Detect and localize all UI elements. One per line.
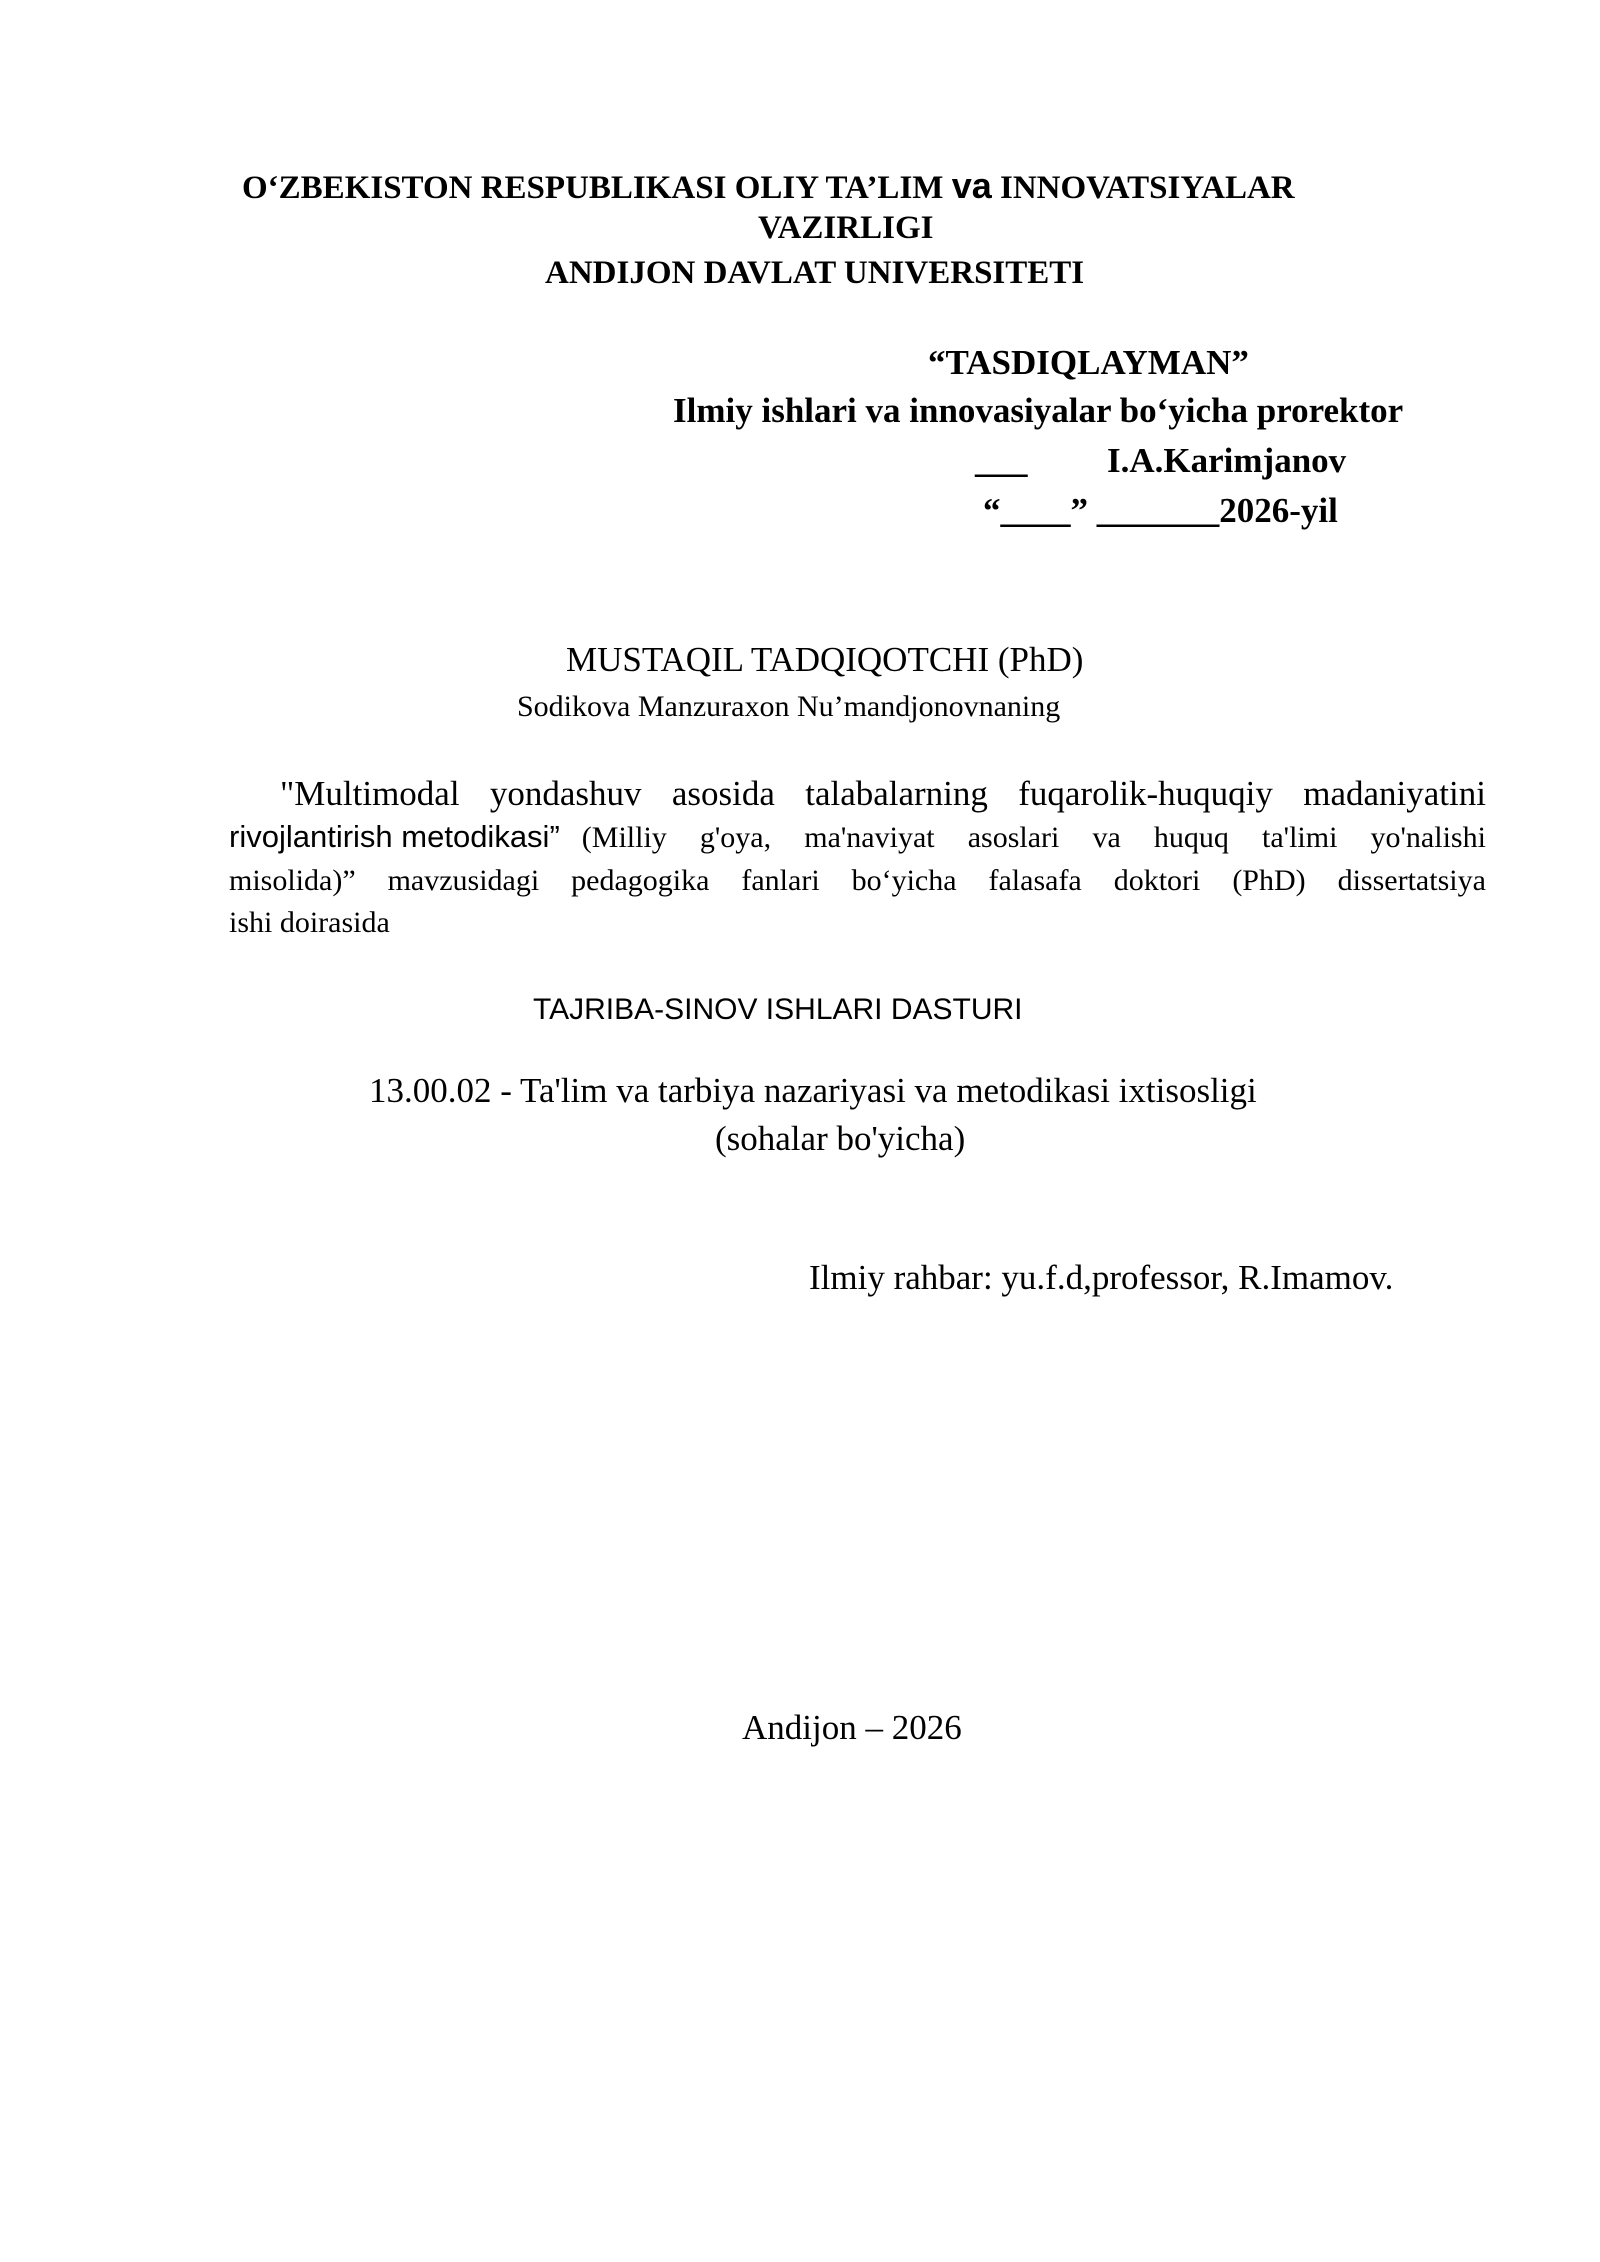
ministry-title-part2: INNOVATSIYALAR [991,170,1295,206]
topic-line3 [229,866,1486,896]
topic-line2-a: rivojlantirish metodikasi” [229,819,560,854]
topic-line3-word: bo‘yicha [851,864,957,897]
topic-line3-word: doktori [1113,864,1201,897]
topic-line1-word: asosida [671,774,775,813]
date-year: 2026-yil [1219,491,1338,530]
topic-line2-word: yo'nalishi [1370,821,1486,854]
approval-signature-line [975,443,1346,478]
approval-date-line [983,493,1338,528]
topic-line2-word: ma'naviyat [804,821,935,854]
place-year: Andijon – 2026 [742,1708,962,1747]
topic-line1-word: talabalarning [805,774,988,813]
topic-line2 [229,821,1486,853]
topic-line3-word: misolida)” [229,864,356,897]
researcher-name: Sodikova Manzuraxon Nu’mandjonovnaning [517,690,1061,723]
date-day-blank: ____ [1000,491,1071,530]
topic-line2-word: (Milliy [581,821,667,854]
topic-line2-word: va [1092,821,1121,854]
specialty-line1: 13.00.02 - Ta'lim va tarbiya nazariyasi va metodikasi ixtisosligi [369,1071,1257,1110]
topic-line1-word: madaniyatini [1303,774,1486,813]
topic-line2-word: g'oya, [699,821,772,854]
ministry-title-line1 [242,165,1295,206]
university-name: ANDIJON DAVLAT UNIVERSITETI [545,255,1085,291]
date-open-quote: “ [983,491,1001,530]
date-month-blank: _______ [1096,491,1220,530]
topic-line2-b [582,823,1486,853]
topic-line1-word: "Multimodal [280,774,460,813]
ministry-title-va: va [951,165,992,206]
topic-line3-word: (PhD) [1232,864,1306,897]
ministry-title-part1: O‘ZBEKISTON RESPUBLIKASI OLIY TA’LIM [242,170,952,206]
approval-position: Ilmiy ishlari va innovasiyalar bo‘yicha prorektor [673,391,1404,430]
topic-line3-word: mavzusidagi [387,864,540,897]
topic-line2-word: ta'limi [1262,821,1338,854]
topic-line3-word: dissertatsiya [1337,864,1486,897]
topic-line3-word: fanlari [741,864,820,897]
date-close-quote: ” [1070,491,1088,530]
topic-line1 [280,776,1486,811]
topic-line2-word: huquq [1153,821,1229,854]
program-title: TAJRIBA-SINOV ISHLARI DASTURI [533,993,1023,1026]
signature-blank: ___ [975,441,1028,480]
approval-title: “TASDIQLAYMAN” [928,343,1249,382]
researcher-title: MUSTAQIL TADQIQOTCHI (PhD) [566,640,1084,679]
supervisor: Ilmiy rahbar: yu.f.d,professor, R.Imamov. [809,1258,1394,1297]
ministry-title-line2: VAZIRLIGI [758,210,934,246]
topic-line1-word: fuqarolik-huquqiy [1018,774,1273,813]
topic-line1-word: yondashuv [489,774,642,813]
topic-line4: ishi doirasida [229,906,390,939]
approver-name: I.A.Karimjanov [1107,441,1347,480]
specialty-line2: (sohalar bo'yicha) [715,1119,966,1158]
topic-line3-word: falasafa [988,864,1082,897]
topic-line2-word: asoslari [967,821,1060,854]
topic-line3-word: pedagogika [571,864,710,897]
